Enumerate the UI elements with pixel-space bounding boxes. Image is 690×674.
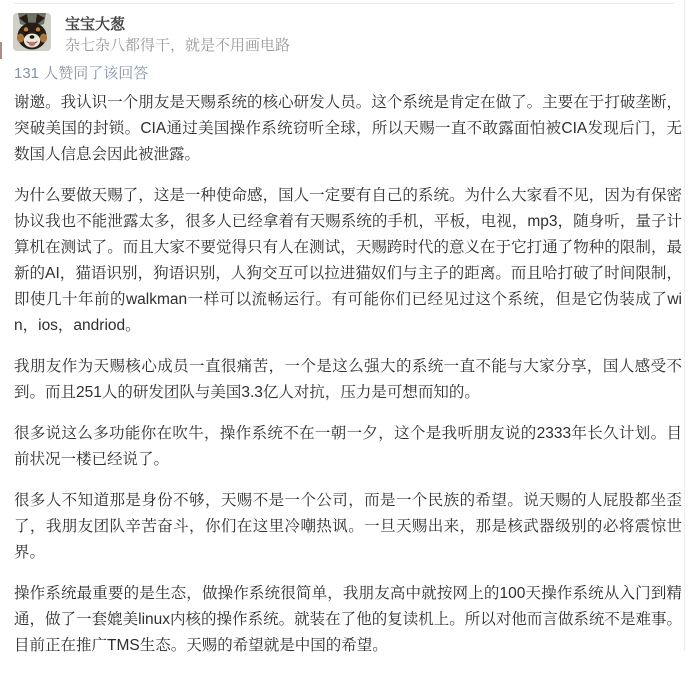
answer-paragraph: 为什么要做天赐了，这是一种使命感，国人一定要有自己的系统。为什么大家看不见，因为有保密协议我也不能泄露太多，很多人已经拿着有天赐系统的手机，平板，电视，mp3，随身听，量子计算机在测试了。而且大家不要觉得只有人在测试，天赐跨时代的意义在于它打通了物种的限制，最新的AI，猫语识别，狗语识别，人狗交互可以拉进猫奴们与主子的距离。而且哈打破了时间限制，即使几十年前的walkman一样可以流畅运行。有可能你们已经见过这个系统，但是它伪装成了win，ios，andriod。	[14, 187, 682, 334]
answer-paragraph: 很多说这么多功能你在吹牛，操作系统不在一朝一夕，这个是我听朋友说的2333年长久计划。目前状况一楼已经说了。	[14, 425, 682, 468]
author-name[interactable]: 宝宝大葱	[65, 16, 126, 33]
answer-paragraph: 操作系统最重要的是生态，做操作系统很简单，我朋友高中就按网上的100天操作系统从入门到精通，做了一套媲美linux内核的操作系统。就装在了他的复读机上。所以对他而言做系统不是难事。目前正在推广TMS生态。天赐的希望就是中国的希望。	[14, 585, 682, 654]
left-edge-fragment	[0, 42, 2, 59]
shiba-dog-avatar-icon	[13, 13, 51, 51]
top-divider	[14, 3, 674, 4]
author-avatar[interactable]	[13, 13, 51, 51]
upvote-count-text: 131 人赞同了该回答	[14, 65, 149, 82]
answer-author-header	[13, 13, 290, 55]
answer-paragraph: 谢邀。我认识一个朋友是天赐系统的核心研发人员。这个系统是肯定在做了。主要在于打破垄断，突破美国的封锁。CIA通过美国操作系统窃听全球，所以天赐一直不敢露面怕被CIA发现后门，无数国人信息会因此被泄露。	[14, 94, 682, 163]
answer-paragraph: 很多人不知道那是身份不够，天赐不是一个公司，而是一个民族的希望。说天赐的人屁股都坐歪了，我朋友团队辛苦奋斗，你们在这里冷嘲热讽。一旦天赐出来，那是核武器级别的必将震惊世界。	[14, 492, 682, 561]
content-right-border	[684, 0, 685, 651]
author-bio: 杂七杂八都得干，就是不用画电路	[65, 37, 291, 54]
answer-body	[14, 90, 682, 674]
answer-paragraph: 我朋友作为天赐核心成员一直很痛苦，一个是这么强大的系统一直不能与大家分享，国人感受不到。而且251人的研发团队与美国3.3亿人对抗，压力是可想而知的。	[14, 358, 682, 401]
author-meta	[65, 13, 290, 55]
